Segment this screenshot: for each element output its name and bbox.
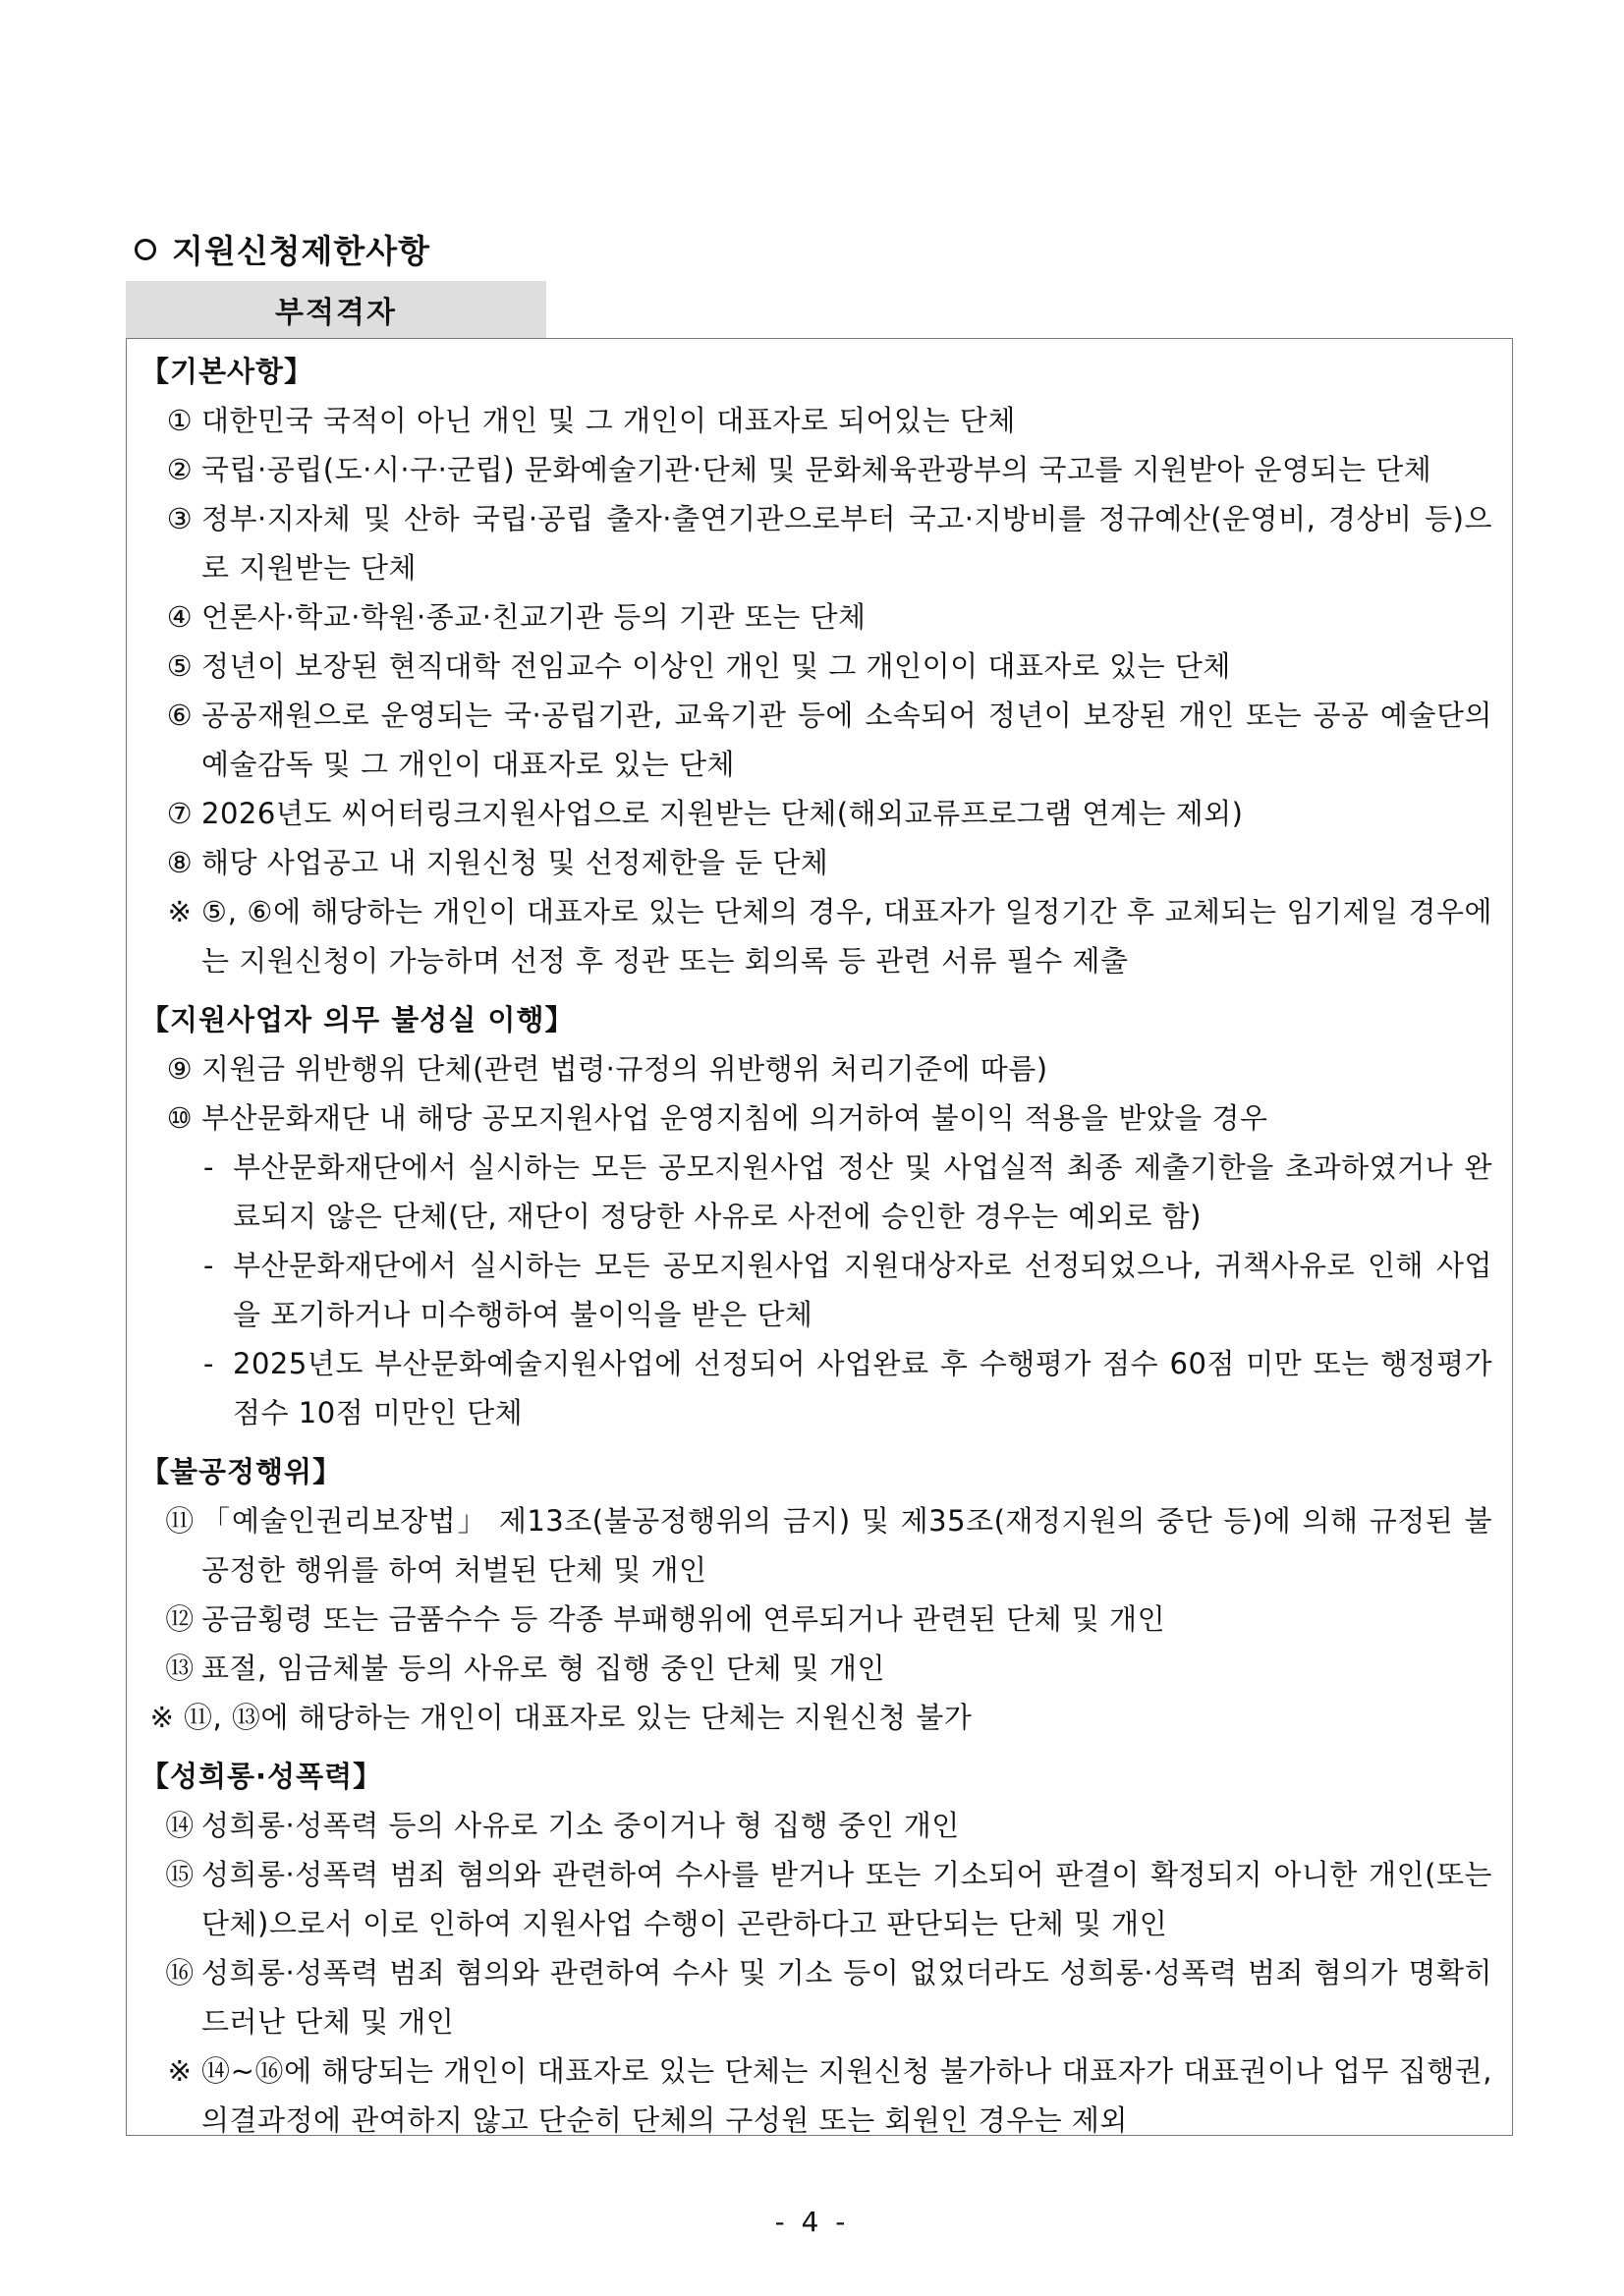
list-item: ⑩ 부산문화재단 내 해당 공모지원사업 운영지침에 의거하여 불이익 적용을 받았을 경우 (166, 1101, 1268, 1135)
note-item: ※ ⑪, ⑬에 해당하는 개인이 대표자로 있는 단체는 지원신청 불가 (149, 1701, 973, 1734)
note-item: ※ ⑭~⑯에 해당되는 개인이 대표자로 있는 단체는 지원신청 불가하나 대표자가 대표권이나 업무 집행권, 의결과정에 관여하지 않고 단순히 단체의 구성원 또는 회원인 경우는 제외 (167, 2054, 1492, 2137)
page-number: - 4 - (774, 2206, 850, 2238)
list-item: ⑮ 성희롱·성폭력 범죄 혐의와 관련하여 수사를 받거나 또는 기소되어 판결이 확정되지 아니한 개인(또는 단체)으로서 이로 인하여 지원사업 수행이 곤란하다고 판단되는 단체 및 개인 (165, 1858, 1492, 1940)
section-heading (135, 226, 430, 272)
section-basic (140, 347, 1498, 985)
section-heading-title: 지원신청제한사항 (172, 232, 431, 270)
list-item: ② 국립·공립(도·시·구·군립) 문화예술기관·단체 및 문화체육관광부의 국고를 지원받아 운영되는 단체 (166, 453, 1432, 486)
list-item: ⑪ 「예술인권리보장법」 제13조(불공정행위의 금지) 및 제35조(재정지원의 중단 등)에 의해 규정된 불공정한 행위를 하여 처벌된 단체 및 개인 (165, 1504, 1492, 1587)
section-harassment (140, 1752, 1498, 2145)
note-item: ※ ⑤, ⑥에 해당하는 개인이 대표자로 있는 단체의 경우, 대표자가 일정기간 후 교체되는 임기제일 경우에는 지원신청이 가능하며 선정 후 정관 또는 회의록 등 관련 서류 필수 제출 (167, 895, 1492, 978)
section-unfair-practice (140, 1447, 1498, 1742)
section-title: 【성희롱·성폭력】 (140, 1760, 383, 1793)
sub-list-item: - 2025년도 부산문화예술지원사업에 선정되어 사업완료 후 수행평가 점수 60점 미만 또는 행정평가점수 10점 미만인 단체 (203, 1347, 1492, 1429)
list-item: ⑦ 2026년도 씨어터링크지원사업으로 지원받는 단체(해외교류프로그램 연계는 제외) (166, 797, 1244, 830)
sub-list-item: - 부산문화재단에서 실시하는 모든 공모지원사업 지원대상자로 선정되었으나, 귀책사유로 인해 사업을 포기하거나 미수행하여 불이익을 받은 단체 (203, 1249, 1492, 1331)
list-item: ① 대한민국 국적이 아닌 개인 및 그 개인이 대표자로 되어있는 단체 (166, 404, 1016, 437)
section-title: 【지원사업자 의무 불성실 이행】 (140, 1003, 575, 1036)
section-title: 【불공정행위】 (140, 1455, 343, 1488)
list-item: ⑫ 공금횡령 또는 금품수수 등 각종 부패행위에 연루되거나 관련된 단체 및 개인 (165, 1602, 1166, 1636)
list-item: ⑧ 해당 사업공고 내 지원신청 및 선정제한을 둔 단체 (166, 846, 829, 879)
list-item: ⑤ 정년이 보장된 현직대학 전임교수 이상인 개인 및 그 개인이이 대표자로 있는 단체 (166, 649, 1231, 683)
list-item: ③ 정부·지자체 및 산하 국립·공립 출자·출연기관으로부터 국고·지방비를 정규예산(운영비, 경상비 등)으로 지원받는 단체 (166, 502, 1492, 585)
ineligible-criteria-box (126, 338, 1513, 2136)
section-title: 【기본사항】 (140, 355, 314, 388)
section-obligation (140, 995, 1498, 1437)
sub-list-item: - 부산문화재단에서 실시하는 모든 공모지원사업 정산 및 사업실적 최종 제출기한을 초과하였거나 완료되지 않은 단체(단, 재단이 정당한 사유로 사전에 승인한 경우는 예외로 함) (203, 1150, 1492, 1233)
circle-bullet-icon (135, 239, 156, 260)
list-item: ⑯ 성희롱·성폭력 범죄 혐의와 관련하여 수사 및 기소 등이 없었더라도 성희롱·성폭력 범죄 혐의가 명확히 드러난 단체 및 개인 (165, 1956, 1492, 2039)
list-item: ⑬ 표절, 임금체불 등의 사유로 형 집행 중인 단체 및 개인 (165, 1652, 885, 1685)
list-item: ④ 언론사·학교·학원·종교·친교기관 등의 기관 또는 단체 (166, 600, 867, 634)
ineligible-tab-label: 부적격자 (126, 281, 546, 338)
list-item: ⑭ 성희롱·성폭력 등의 사유로 기소 중이거나 형 집행 중인 개인 (165, 1809, 960, 1842)
list-item: ⑨ 지원금 위반행위 단체(관련 법령·규정의 위반행위 처리기준에 따름) (166, 1052, 1048, 1086)
list-item: ⑥ 공공재원으로 운영되는 국·공립기관, 교육기관 등에 소속되어 정년이 보장된 개인 또는 공공 예술단의 예술감독 및 그 개인이 대표자로 있는 단체 (166, 699, 1492, 781)
